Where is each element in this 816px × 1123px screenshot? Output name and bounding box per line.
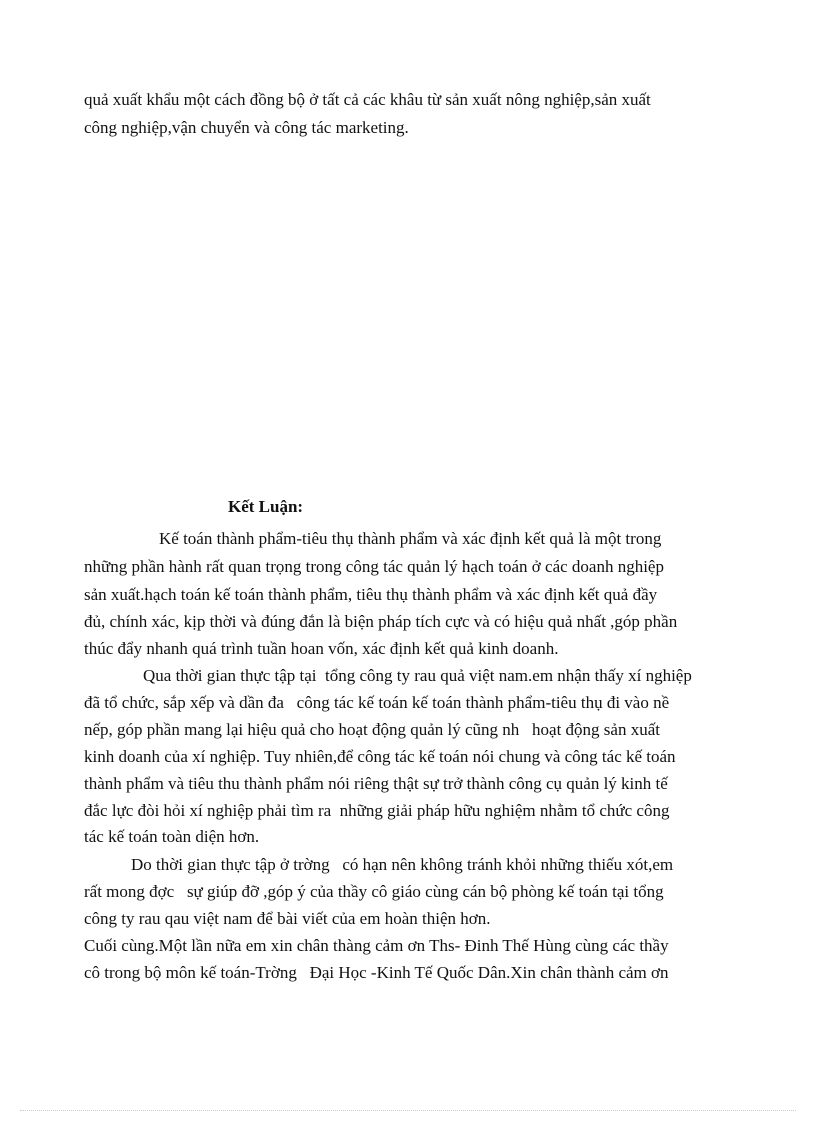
paragraph-line: tác kế toán toàn diện hơn. — [84, 827, 260, 846]
intro-line-1: quả xuất khẩu một cách đồng bộ ở tất cả các khâu từ sản xuất nông nghiệp,sản xuất — [84, 90, 651, 109]
paragraph-line: Qua thời gian thực tập tại tổng công ty rau quả việt nam.em nhận thấy xí nghiệp — [143, 666, 692, 685]
paragraph-line: sản xuất.hạch toán kế toán thành phẩm, tiêu thụ thành phẩm và xác định kết quả đầy — [84, 585, 658, 604]
paragraph-line: đủ, chính xác, kịp thời và đúng đắn là biện pháp tích cực và có hiệu quả nhất ,góp phần — [84, 612, 678, 631]
paragraph-line: đã tổ chức, sắp xếp và dần đa công tác kế toán kế toán thành phẩm-tiêu thụ đi vào nề — [84, 693, 670, 712]
paragraph-line: Do thời gian thực tập ở trờng có hạn nên không tránh khỏi những thiếu xót,em — [131, 855, 674, 874]
paragraph-line: những phần hành rất quan trọng trong công tác quản lý hạch toán ở các doanh nghiệp — [84, 557, 664, 576]
paragraph-line: Cuối cùng.Một lần nữa em xin chân thàng cảm ơn Ths- Đinh Thế Hùng cùng các thầy — [84, 936, 669, 955]
conclusion-heading: Kết Luận: — [228, 497, 304, 516]
paragraph-line: rất mong đợc sự giúp đỡ ,góp ý của thầy cô giáo cùng cán bộ phòng kế toán tại tổng — [84, 882, 664, 901]
paragraph-line: cô trong bộ môn kế toán-Trờng Đại Học -Kinh Tế Quốc Dân.Xin chân thành cảm ơn — [84, 963, 669, 982]
paragraph-line: kinh doanh của xí nghiệp. Tuy nhiên,để công tác kế toán nói chung và công tác kế toán — [84, 747, 676, 766]
paragraph-line: thúc đẩy nhanh quá trình tuần hoan vốn, xác định kết quả kinh doanh. — [84, 639, 559, 658]
paragraph-line: công ty rau qau việt nam để bài viết của em hoàn thiện hơn. — [84, 909, 491, 928]
paragraph-line: nếp, góp phần mang lại hiệu quả cho hoạt động quản lý cũng nh hoạt động sản xuất — [84, 720, 660, 739]
paragraph-line: thành phẩm và tiêu thu thành phẩm nói riêng thật sự trở thành công cụ quản lý kinh tế — [84, 774, 668, 793]
paragraph-line: Kế toán thành phẩm-tiêu thụ thành phẩm và xác định kết quả là một trong — [159, 529, 662, 548]
page-bottom-divider — [20, 1110, 796, 1111]
paragraph-line: đắc lực đòi hỏi xí nghiệp phải tìm ra những giải pháp hữu nghiệm nhằm tổ chức công — [84, 801, 670, 820]
intro-line-2: công nghiệp,vận chuyển và công tác marketing. — [84, 118, 409, 137]
